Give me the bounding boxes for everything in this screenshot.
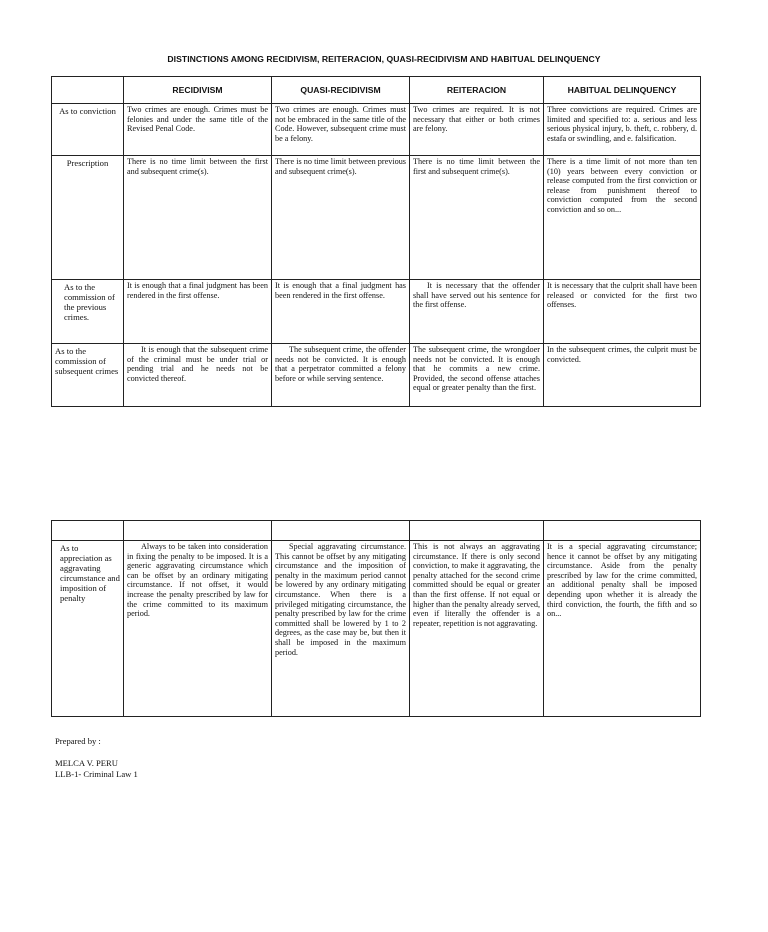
cell-quasi-recidivism: There is no time limit between previous and subsequent crime(s). [272,156,410,280]
row-label-previous-crimes: As to the commission of the previous crimes. [52,280,124,344]
table-header-row [52,521,701,541]
course-name: LLB-1- Criminal Law 1 [55,769,138,779]
appreciation-table [51,520,701,717]
table-row [52,541,701,717]
cell-recidivism: Always to be taken into consideration in fixing the penalty to be imposed. It is a generic aggravating circumstance which can be offset by an ordinary mitigating circumstance. If not offset, it would increase the penalty prescribed by law for the crime committed to its maximum period. [124,541,272,717]
cell-habitual-delinquency: Three convictions are required. Crimes are limited and specified to: a. serious and less serious physical injury, b. theft, c. robbery, d. estafa or swindling, and e. falsification. [544,104,701,156]
table-row [52,280,701,344]
distinctions-table [51,76,701,407]
cell-recidivism: It is enough that a final judgment has been rendered in the first offense. [124,280,272,344]
cell-quasi-recidivism: The subsequent crime, the offender needs not be convicted. It is enough that a perpetrator committed a felony before or while serving sentence. [272,344,410,407]
row-label-prescription: Prescription [52,156,124,280]
header-reiteracion: REITERACION [410,77,544,104]
table-row [52,156,701,280]
author-name: MELCA V. PERU [55,758,118,768]
cell-habitual-delinquency: It is necessary that the culprit shall have been released or convicted for the first two offenses. [544,280,701,344]
cell-habitual-delinquency: There is a time limit of not more than ten (10) years between every conviction or release computed from the first conviction or release from punishment thereof to conviction computed from the second conviction and so on... [544,156,701,280]
header-cell-empty [52,77,124,104]
cell-quasi-recidivism: Special aggravating circumstance. This cannot be offset by any mitigating circumstance and the imposition of penalty in the maximum period cannot be lowered by any ordinary mitigating circumstance. When there is a privileged mitigating circumstance, the penalty prescribed by law for the crime committed shall be lowered by 1 to 2 degrees, as the case may be, but then it shall be imposed in the maximum period. [272,541,410,717]
row-label-conviction: As to conviction [52,104,124,156]
header-quasi-recidivism: QUASI-RECIDIVISM [272,77,410,104]
cell-habitual-delinquency: It is a special aggravating circumstance; hence it cannot be offset by any mitigating circumstance. Aside from the penalty prescribed by law for the crime committed, an additional penalty shall be imposed depending upon whether it is already the third conviction, the fourth, the fifth and so on... [544,541,701,717]
cell-habitual-delinquency: In the subsequent crimes, the culprit must be convicted. [544,344,701,407]
cell-reiteracion: The subsequent crime, the wrongdoer needs not be convicted. It is enough that he commits a new crime. Provided, the second offense attaches equal or greater penalty than the first. [410,344,544,407]
document-title: DISTINCTIONS AMONG RECIDIVISM, REITERACION, QUASI-RECIDIVISM AND HABITUAL DELINQUENCY [167,54,601,64]
header-recidivism: RECIDIVISM [124,77,272,104]
cell-reiteracion: There is no time limit between the first and subsequent crime(s). [410,156,544,280]
prepared-by-label: Prepared by : [55,736,101,746]
cell-recidivism: It is enough that the subsequent crime of the criminal must be under trial or pending trial and he needs not be convicted thereof. [124,344,272,407]
cell-recidivism: There is no time limit between the first and subsequent crime(s). [124,156,272,280]
table-row [52,104,701,156]
cell-reiteracion: This is not always an aggravating circumstance. If there is only second conviction, to make it aggravating, the penalty attached for the second crime committed should be equal or greater than the first offense. If not equal or higher than the penalty already served, even if literally the offender is a repeater, repetition is not aggravating. [410,541,544,717]
cell-quasi-recidivism: Two crimes are enough. Crimes must not be embraced in the same title of the Code. However, subsequent crime must be a felony. [272,104,410,156]
header-habitual-delinquency: HABITUAL DELINQUENCY [544,77,701,104]
cell-quasi-recidivism: It is enough that a final judgment has been rendered in the first offense. [272,280,410,344]
row-label-subsequent-crimes: As to the commission of subsequent crimes [52,344,124,407]
cell-recidivism: Two crimes are enough. Crimes must be felonies and under the same title of the Revised Penal Code. [124,104,272,156]
table-row [52,344,701,407]
row-label-appreciation: As to appreciation as aggravating circumstance and imposition of penalty [52,541,124,717]
cell-reiteracion: It is necessary that the offender shall have served out his sentence for the first offense. [410,280,544,344]
cell-reiteracion: Two crimes are required. It is not necessary that either or both crimes are felony. [410,104,544,156]
table-header-row [52,77,701,104]
